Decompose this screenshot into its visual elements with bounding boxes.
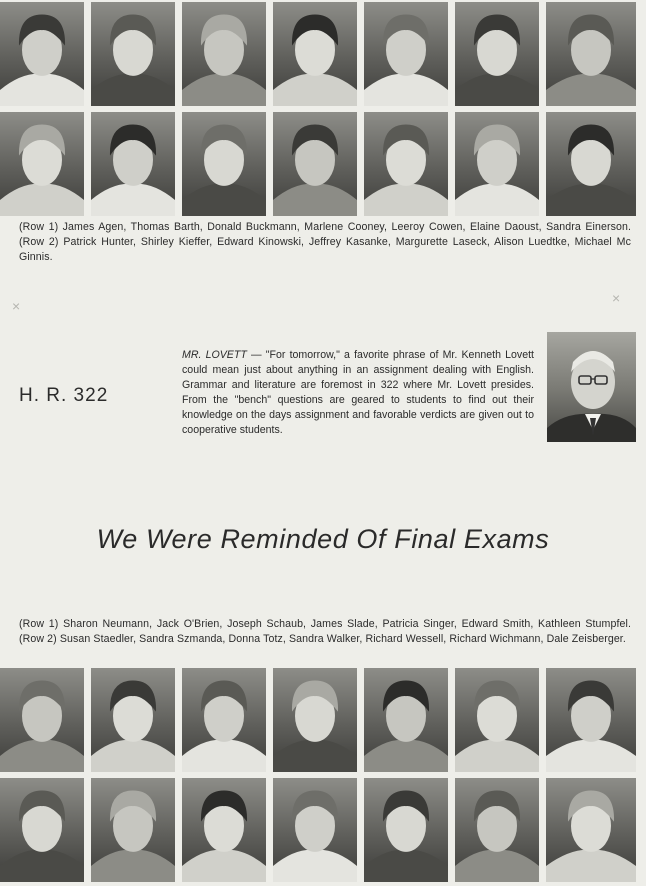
photo-row-top-1 bbox=[0, 2, 646, 106]
teacher-name: MR. LOVETT bbox=[182, 349, 247, 361]
student-photo bbox=[182, 778, 266, 882]
student-photo bbox=[273, 2, 357, 106]
student-photo bbox=[273, 112, 357, 216]
teacher-description-text: — "For tomorrow," a favorite phrase of Mr. Kenneth Lovett could mean just about anything in an assignment dealing with English. Grammar and literature are foremost in 322 where Mr. Lovett presides. From the "bench" questions are geared to students to find out their knowledge on the days assignment and favorable verdicts are given out to cooperative students. bbox=[182, 349, 534, 436]
student-photo bbox=[0, 2, 84, 106]
student-photo bbox=[182, 2, 266, 106]
pencil-mark: × bbox=[612, 290, 621, 306]
student-photo bbox=[546, 668, 636, 772]
headline: We Were Reminded Of Final Exams bbox=[96, 524, 550, 554]
student-photo bbox=[455, 668, 539, 772]
student-photo bbox=[182, 668, 266, 772]
pencil-mark: × bbox=[12, 298, 21, 314]
photo-row-top-2 bbox=[0, 112, 646, 216]
student-photo bbox=[455, 778, 539, 882]
student-photo bbox=[364, 778, 448, 882]
teacher-description bbox=[182, 348, 534, 438]
student-photo bbox=[546, 112, 636, 216]
student-photo bbox=[273, 778, 357, 882]
student-photo bbox=[364, 668, 448, 772]
student-photo bbox=[91, 112, 175, 216]
student-photo bbox=[91, 2, 175, 106]
student-photo bbox=[546, 778, 636, 882]
student-photo bbox=[182, 112, 266, 216]
homeroom-label: H. R. 322 bbox=[19, 385, 109, 406]
photo-row-bottom-2 bbox=[0, 778, 646, 882]
student-photo bbox=[546, 2, 636, 106]
student-photo bbox=[0, 112, 84, 216]
student-photo bbox=[91, 668, 175, 772]
teacher-photo bbox=[547, 332, 636, 442]
bottom-group-caption: (Row 1) Sharon Neumann, Jack O'Brien, Joseph Schaub, James Slade, Patricia Singer, Edward Smith, Kathleen Stumpfel. (Row 2) Susan Staedler, Sandra Szmanda, Donna Totz, Sandra Walker, Richard Wessell, Richard Wichmann, Dale Zeisberger. bbox=[19, 618, 631, 645]
student-photo bbox=[273, 668, 357, 772]
student-photo bbox=[455, 2, 539, 106]
student-photo bbox=[0, 778, 84, 882]
student-photo bbox=[91, 778, 175, 882]
student-photo bbox=[0, 668, 84, 772]
student-photo bbox=[364, 2, 448, 106]
student-photo bbox=[455, 112, 539, 216]
student-photo bbox=[364, 112, 448, 216]
photo-row-bottom-1 bbox=[0, 668, 646, 772]
top-group-caption: (Row 1) James Agen, Thomas Barth, Donald Buckmann, Marlene Cooney, Leeroy Cowen, Elaine Daoust, Sandra Einerson. (Row 2) Patrick Hunter, Shirley Kieffer, Edward Kinowski, Jeffrey Kasanke, Margurette Laseck, Alison Luedtke, Michael Mc Ginnis. bbox=[19, 221, 631, 263]
